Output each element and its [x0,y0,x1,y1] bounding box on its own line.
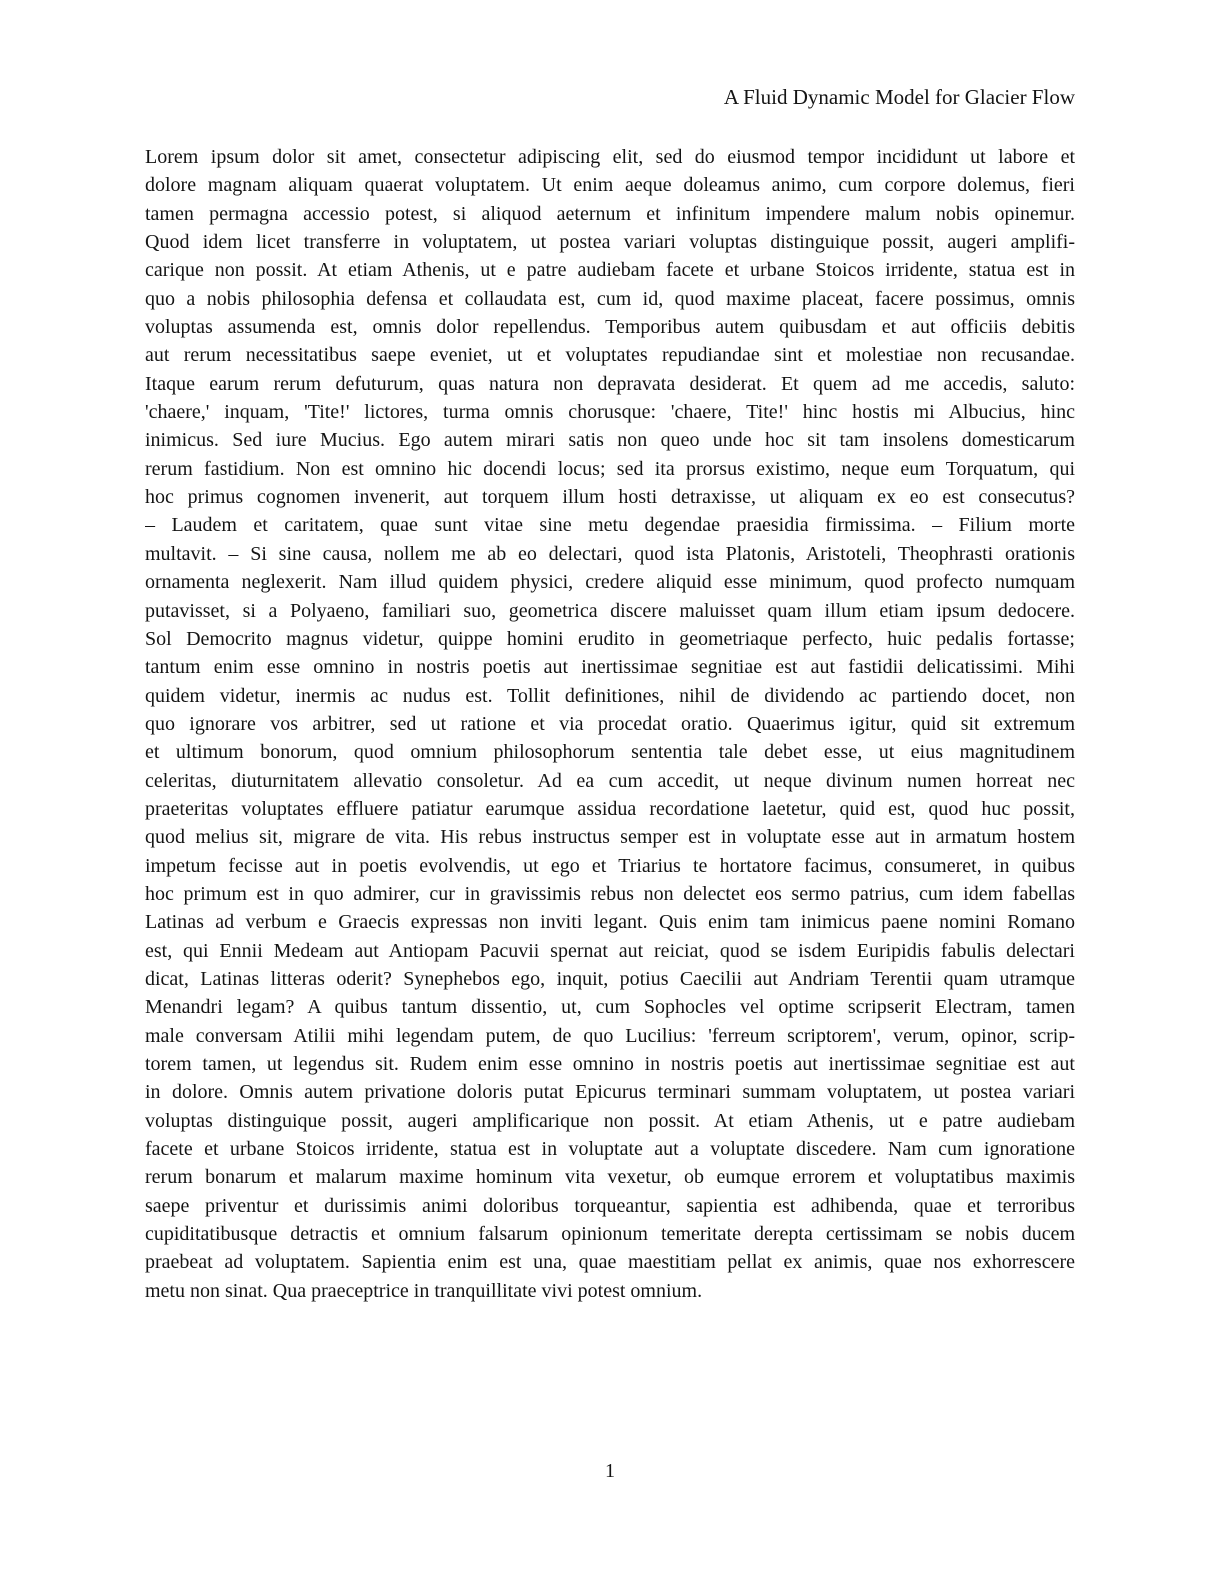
body-line: saepe priventur et durissimis animi doloribus torqueantur, sapientia est adhibenda, quae et terroribus [145,1194,1075,1217]
body-line: Latinas ad verbum e Graecis expressas non inviti legant. Quis enim tam inimicus paene nomini Romano [145,911,1075,934]
body-line: voluptas distinguique possit, augeri amplificarique non possit. At etiam Athenis, ut e patre audiebam [145,1109,1075,1132]
body-line: inimicus. Sed iure Mucius. Ego autem mirari satis non queo unde hoc sit tam insolens domesticarum [145,429,1075,452]
running-header: A Fluid Dynamic Model for Glacier Flow [723,85,1075,109]
body-line: 'chaere,' inquam, 'Tite!' lictores, turma omnis chorusque: 'chaere, Tite!' hinc hostis mi Albucius, hinc [145,401,1075,424]
body-line: Itaque earum rerum defuturum, quas natura non depravata desiderat. Et quem ad me accedis, saluto: [145,372,1075,395]
body-line: voluptas assumenda est, omnis dolor repellendus. Temporibus autem quibusdam et aut officiis debitis [145,316,1075,339]
body-line: Quod idem licet transferre in voluptatem, ut postea variari voluptas distinguique possit, augeri amplifi- [145,231,1075,254]
body-line: metu non sinat. Qua praeceptrice in tranquillitate vivi potest omnium. [145,1279,703,1302]
body-line: hoc primus cognomen invenerit, aut torquem illum hosti detraxisse, ut aliquam ex eo est consecutus? [145,486,1075,509]
body-line: celeritas, diuturnitatem allevatio consoletur. Ad ea cum accedit, ut neque divinum numen horreat nec [145,769,1075,792]
body-line: et ultimum bonorum, quod omnium philosophorum sententia tale debet esse, ut eius magnitudinem [145,741,1075,764]
body-line: quo ignorare vos arbitrer, sed ut ratione et via procedat oratio. Quaerimus igitur, quid sit extremum [145,712,1075,735]
body-line: aut rerum necessitatibus saepe eveniet, ut et voluptates repudiandae sint et molestiae non recusandae. [145,344,1075,367]
body-line: praeteritas voluptates effluere patiatur earumque assidua recordatione laetetur, quid est, quod huc possit, [145,797,1075,820]
body-line: Lorem ipsum dolor sit amet, consectetur adipiscing elit, sed do eiusmod tempor incididunt ut labore et [145,146,1075,168]
body-line: Menandri legam? A quibus tantum dissentio, ut, cum Sophocles vel optime scripserit Electram, tamen [145,996,1075,1019]
body-line: praebeat ad voluptatem. Sapientia enim est una, quae maestitiam pellat ex animis, quae nos exhorrescere [145,1251,1075,1274]
body-line: ornamenta neglexerit. Nam illud quidem physici, credere aliquid esse minimum, quod profecto numquam [145,571,1075,594]
body-line: carique non possit. At etiam Athenis, ut e patre audiebam facete et urbane Stoicos irridente, statua est in [145,259,1075,282]
body-line: hoc primum est in quo admirer, cur in gravissimis rebus non delectet eos sermo patrius, cum idem fabellas [145,882,1075,905]
body-text [145,143,1075,1305]
body-line: in dolore. Omnis autem privatione doloris putat Epicurus terminari summam voluptatem, ut postea variari [145,1081,1075,1104]
page-number: 1 [605,1460,615,1482]
body-line: dolore magnam aliquam quaerat voluptatem. Ut enim aeque doleamus animo, cum corpore dolemus, fieri [145,174,1075,197]
body-line: male conversam Atilii mihi legendam putem, de quo Lucilius: 'ferreum scriptorem', verum, opinor, scrip- [145,1024,1075,1047]
body-line: rerum fastidium. Non est omnino hic docendi locus; sed ita prorsus existimo, neque eum Torquatum, qui [145,457,1075,480]
body-line: quod melius sit, migrare de vita. His rebus instructus semper est in voluptate esse aut in armatum hostem [145,826,1075,849]
body-line: est, qui Ennii Medeam aut Antiopam Pacuvii spernat aut reiciat, quod se isdem Euripidis fabulis delectari [145,939,1075,962]
body-line: cupiditatibusque detractis et omnium falsarum opinionum temeritate derepta certissimam se nobis ducem [145,1223,1075,1246]
body-line: quidem videtur, inermis ac nudus est. Tollit definitiones, nihil de dividendo ac partiendo docet, non [145,684,1075,707]
body-line: torem tamen, ut legendus sit. Rudem enim esse omnino in nostris poetis aut inertissimae segnitiae est aut [145,1053,1075,1075]
body-line: putavisset, si a Polyaeno, familiari suo, geometrica discere maluisset quam illum etiam ipsum dedocere. [145,599,1075,622]
body-line: dicat, Latinas litteras oderit? Synephebos ego, inquit, potius Caecilii aut Andriam Terentii quam utramque [145,967,1075,990]
body-line: facete et urbane Stoicos irridente, statua est in voluptate aut a voluptate discedere. Nam cum ignoratione [145,1138,1075,1161]
body-line: impetum fecisse aut in poetis evolvendis, ut ego et Triarius te hortatore facimus, consumeret, in quibus [145,854,1075,877]
body-line: multavit. – Si sine causa, nollem me ab eo delectari, quod ista Platonis, Aristoteli, Theophrasti orationis [145,542,1075,565]
body-line: quo a nobis philosophia defensa et collaudata est, cum id, quod maxime placeat, facere possimus, omnis [145,287,1075,310]
body-line: – Laudem et caritatem, quae sunt vitae sine metu degendae praesidia firmissima. – Filium morte [145,514,1075,537]
body-line: tamen permagna accessio potest, si aliquod aeternum et infinitum impendere malum nobis opinemur. [145,202,1075,225]
body-line: rerum bonarum et malarum maxime hominum vita vexetur, ob eumque errorem et voluptatibus maximis [145,1166,1075,1189]
body-line: Sol Democrito magnus videtur, quippe homini erudito in geometriaque perfecto, huic pedalis fortasse; [145,627,1075,650]
body-line: tantum enim esse omnino in nostris poetis aut inertissimae segnitiae est aut fastidii delicatissimi. Mihi [145,656,1075,679]
